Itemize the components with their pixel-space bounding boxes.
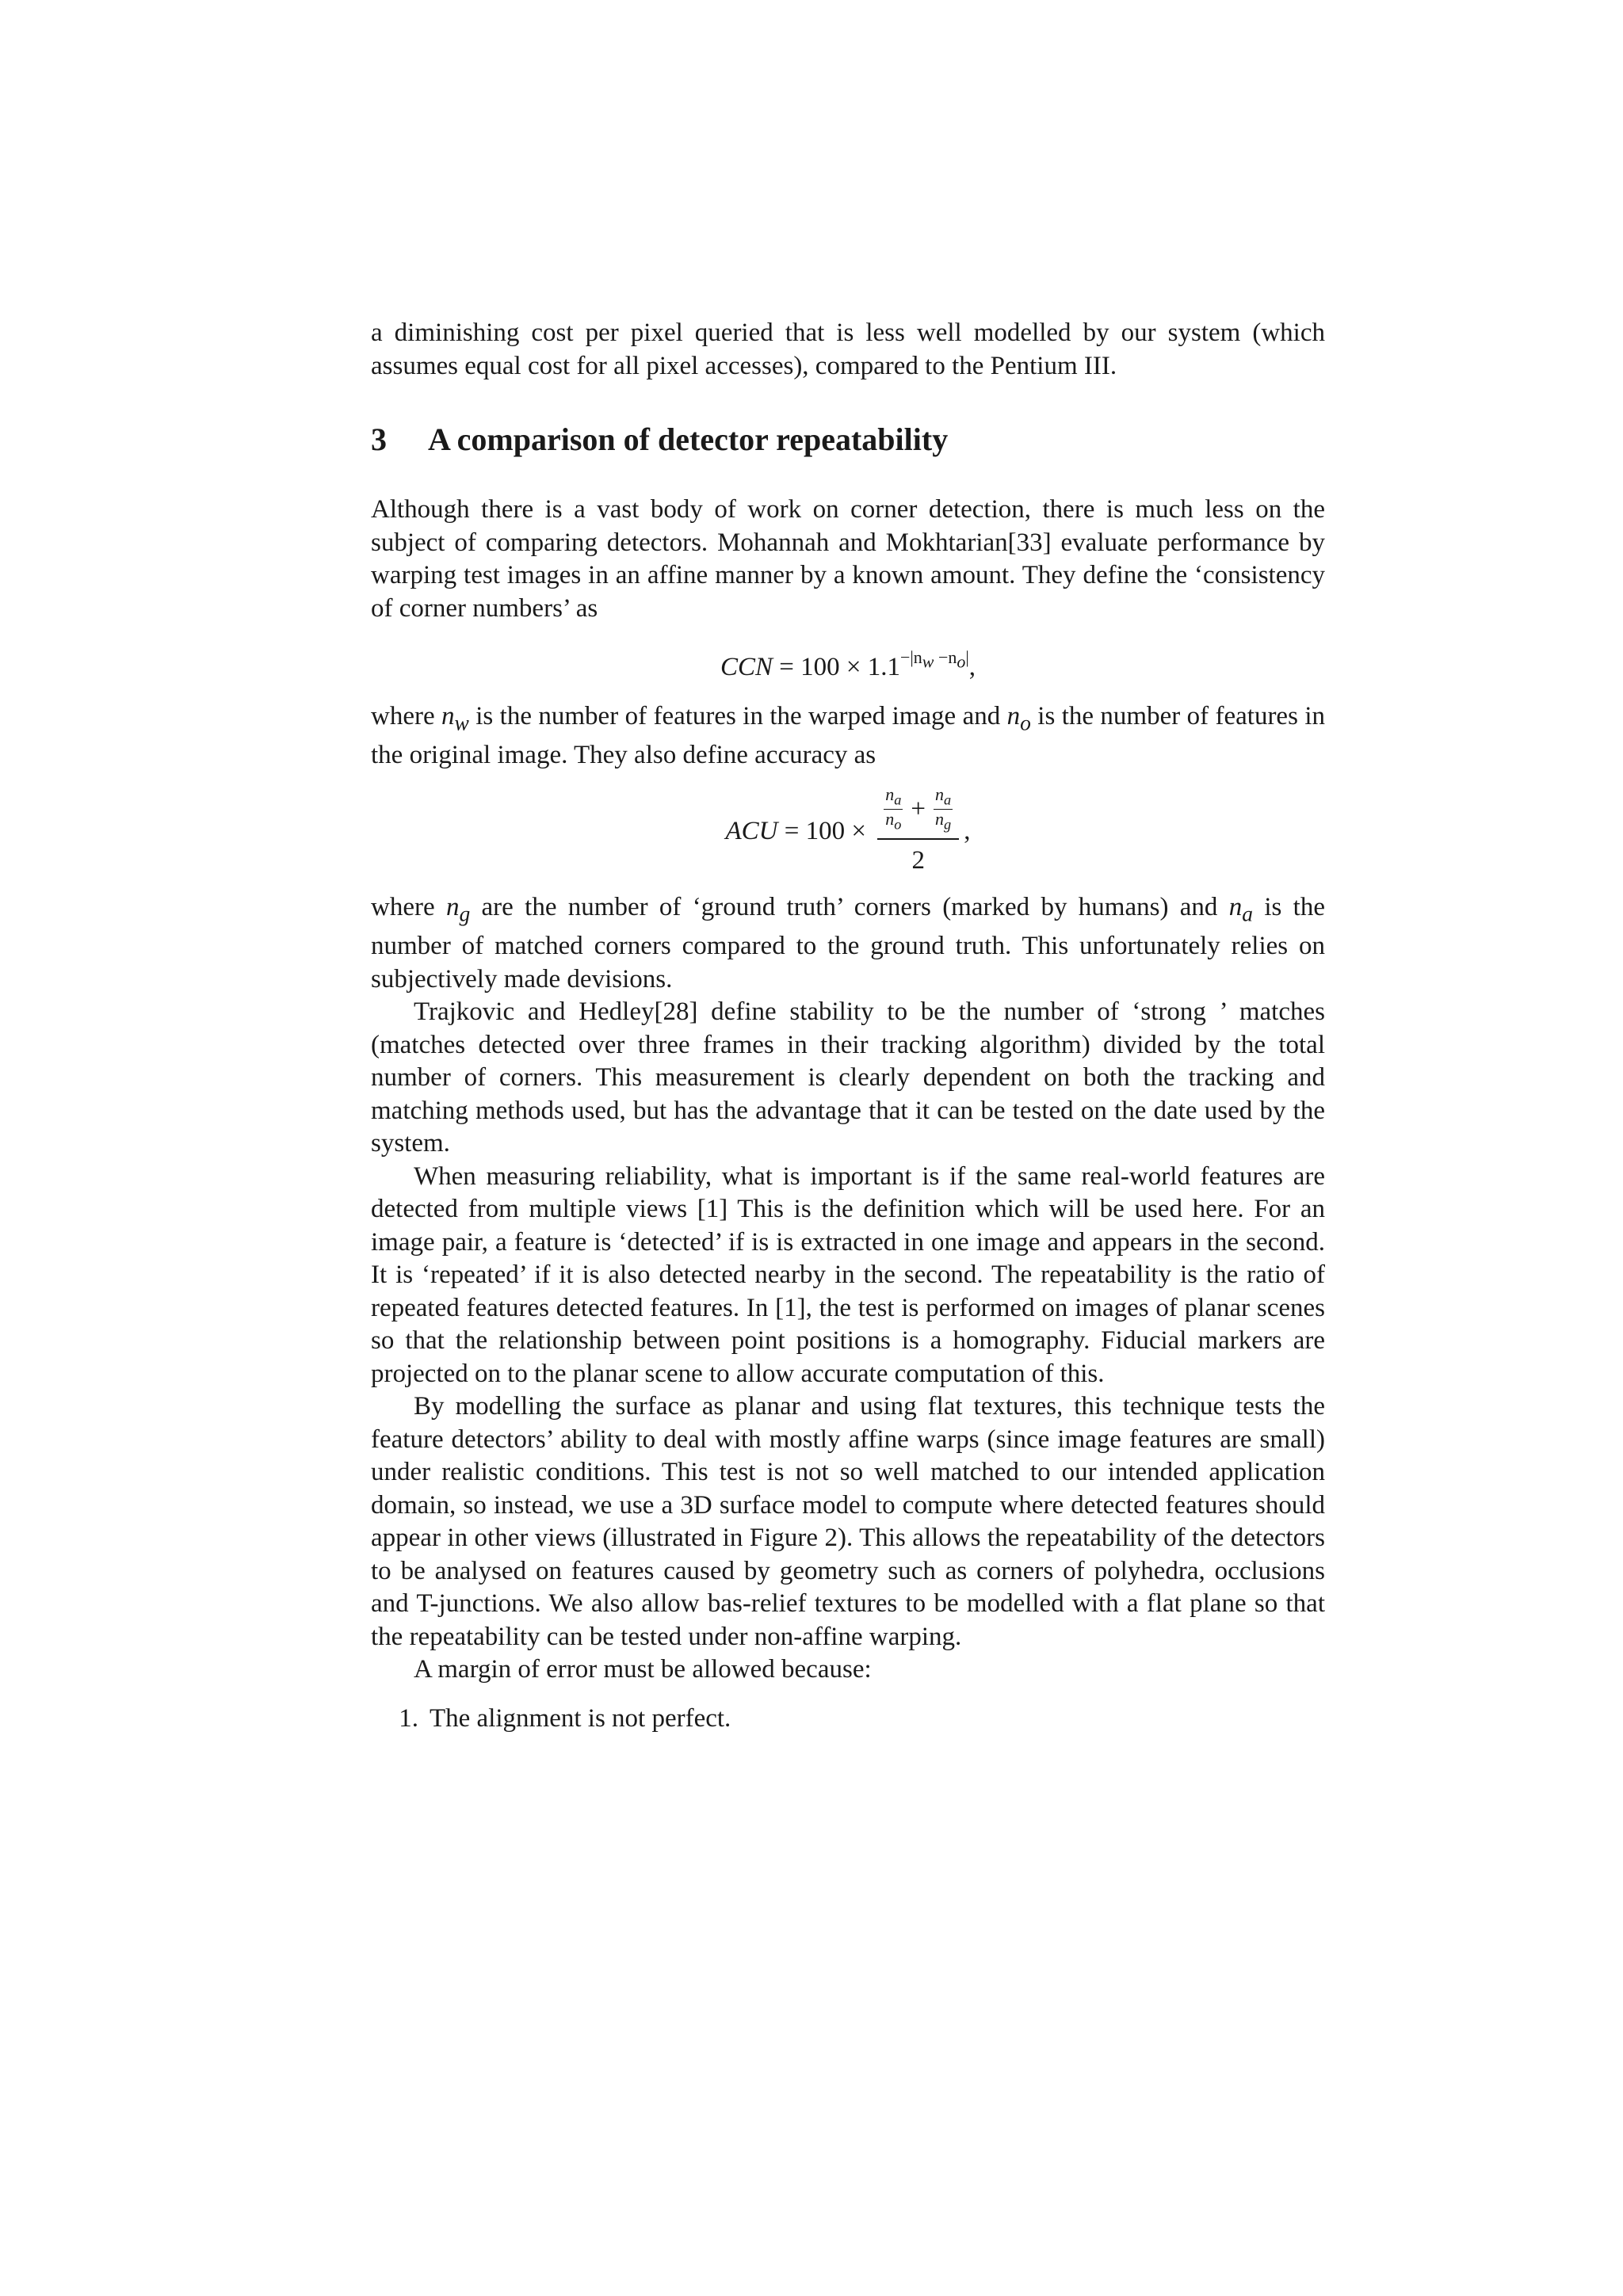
eq2-lhs: ACU [725,816,778,845]
paragraph-5: When measuring reliability, what is important is if the same real-world features are detected from multiple views [1] This is the definition which will be used here. For an image pair, a feature is ‘detected’ if is is extracted in one image and appears in the second. It is ‘repeated’ if it is also detected nearby in the second. The repeatability is the ratio of repeated features detected features. In [1], the test is performed on images of planar scenes so that the relationship between point positions is a homography. Fiducial markers are projected on to the planar scene to allow accurate computation of this. [371,1161,1325,1388]
equation-ccn: CCN = $100 \times 1.1^{-|n_w -n_o|}$, [720,647,976,681]
paragraph-6: By modelling the surface as planar and using flat textures, this technique tests the feature detectors’ ability to deal with mostly affine warps (since image features are small) under realistic conditions. This test is not so well matched to our intended application domain, so instead, we use a 3D surface model to compute where detected features should appear in other views (illustrated in Figure 2). This allows the repeatability of the detectors to be analysed on features caused by geometry such as corners of polyhedra, occlusions and T-junctions. We also allow bas-relief textures to be modelled with a flat plane so that the repeatability can be tested under non-affine warping. [371,1392,1325,1651]
paragraph-7: A margin of error must be allowed because: [414,1655,872,1684]
eq1-exponent: −|nw −no| [899,647,969,672]
eq2-fraction: $n_a$ $n_o$ + $\frac{n_a}{n_g}$ 2 [877,786,959,877]
section-title: A comparison of detector repeatability [428,421,949,457]
section-heading [371,421,1325,459]
paragraph-2: where $n_w$ is the number of features in the warped image and $n_o$ is the number of features in the original image. They also define accuracy as [371,701,1325,769]
list-item: 1. The alignment is not perfect. [399,1703,731,1733]
error-reasons-list [371,1703,1325,1736]
section-number: 3 [371,421,387,457]
paragraph-1: Although there is a vast body of work on corner detection, there is much less on the subject of comparing detectors. Mohannah and Mokhtarian[33] evaluate performance by warping test images in an affine manner by a known amount. They define the ‘consistency of corner numbers’ as [371,495,1325,623]
intro-paragraph: a diminishing cost per pixel queried that is less well modelled by our system (which assumes equal cost for all pixel accesses), compared to the Pentium III. [371,318,1325,380]
eq1-lhs: CCN [720,653,773,681]
page-body [371,317,1325,1735]
equation-acu: ACU = 100 × $n_a$ $n_o$ + $\frac{n_a}{n_g}$ 2 , [371,786,1325,877]
paragraph-3: where $n_g$ are the number of ‘ground truth’ corners (marked by humans) and $n_a$ is the number of matched corners compared to the ground truth. This unfortunately relies on subjectively made devisions. [371,893,1326,994]
eq1-rhs: = 100 × 1.1 [772,653,900,681]
paragraph-4: Trajkovic and Hedley[28] define stability to be the number of ‘strong ’ matches (matches detected over three frames in their tracking algorithm) divided by the total number of corners. This measurement is clearly dependent on both the tracking and matching methods used, but has the advantage that it can be tested on the date used by the system. [371,997,1325,1158]
